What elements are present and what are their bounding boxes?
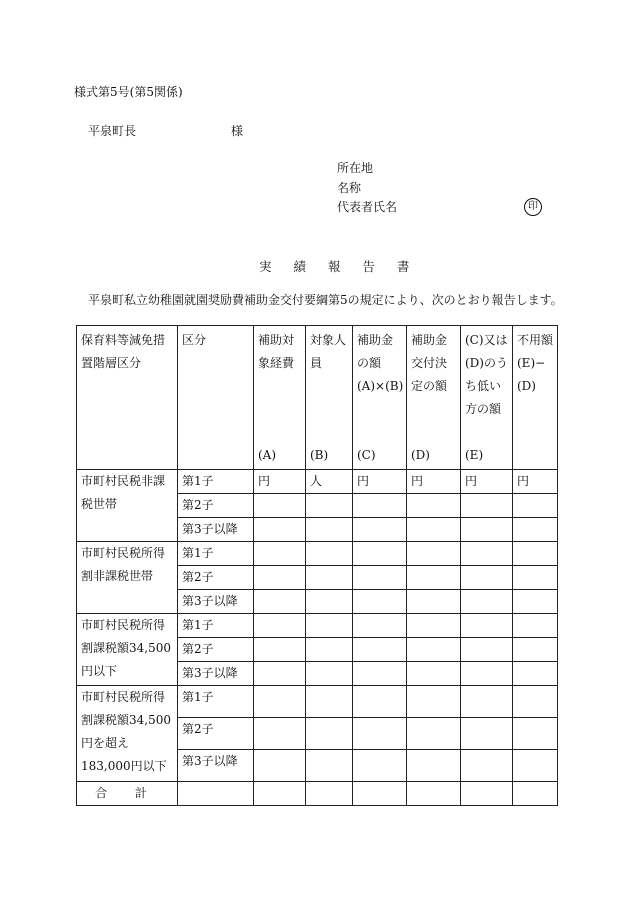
division-cell: 第3子以降 (178, 590, 254, 614)
form-number: 様式第5号(第5関係) (74, 85, 183, 99)
document-title: 実 績 報 告 書 (259, 259, 419, 274)
table-row (77, 542, 558, 566)
value-cell-d (407, 662, 461, 686)
value-cell-d (407, 638, 461, 662)
header-division-label: 区分 (182, 333, 207, 347)
value-cell-d (407, 542, 461, 566)
header-col-b-sub: (B) (310, 448, 329, 462)
value-cell-e: 円 (461, 470, 513, 494)
header-col-c (353, 326, 407, 470)
value-cell-b (306, 662, 353, 686)
value-cell-b: 人 (306, 470, 353, 494)
total-value-cell (513, 782, 558, 806)
value-cell-c (353, 638, 407, 662)
value-cell-a (254, 686, 306, 718)
value-cell-c (353, 518, 407, 542)
value-cell-a (254, 614, 306, 638)
division-cell: 第1子 (178, 686, 254, 718)
header-col-a-label: 補助対象経費 (258, 333, 295, 370)
division-cell: 第2子 (178, 494, 254, 518)
header-col-e-sub: (E) (465, 448, 484, 462)
total-row (77, 782, 558, 806)
value-cell-f: 円 (513, 470, 558, 494)
total-value-cell (353, 782, 407, 806)
division-cell: 第2子 (178, 566, 254, 590)
value-cell-c (353, 686, 407, 718)
value-cell-b (306, 518, 353, 542)
seal-mark: 印 (524, 198, 542, 216)
addressee-suffix: 様 (231, 124, 244, 138)
total-value-cell (178, 782, 254, 806)
table-row (77, 614, 558, 638)
value-cell-c (353, 494, 407, 518)
value-cell-c (353, 590, 407, 614)
header-col-c-sub: (C) (357, 448, 376, 462)
category-cell: 市町村民税所得割課税額34,500円以下 (77, 614, 178, 686)
value-cell-e (461, 518, 513, 542)
value-cell-b (306, 750, 353, 782)
value-cell-b (306, 542, 353, 566)
value-cell-d (407, 566, 461, 590)
value-cell-a (254, 566, 306, 590)
header-col-a-sub: (A) (258, 448, 277, 462)
value-cell-f (513, 542, 558, 566)
division-cell: 第3子以降 (178, 662, 254, 686)
division-cell: 第2子 (178, 718, 254, 750)
value-cell-f (513, 686, 558, 718)
value-cell-d (407, 518, 461, 542)
header-division (178, 326, 254, 470)
value-cell-e (461, 542, 513, 566)
category-cell: 市町村民税所得割課税額34,500円を超え183,000円以下 (77, 686, 178, 782)
header-category-label: 保育料等減免措置階層区分 (81, 333, 166, 370)
value-cell-e (461, 718, 513, 750)
division-cell: 第3子以降 (178, 518, 254, 542)
location-label: 所在地 (337, 161, 374, 175)
header-col-d-label: 補助金交付決定の額 (411, 333, 448, 393)
division-cell: 第1子 (178, 542, 254, 566)
header-col-e-label: (C)又は(D)のうち低い方の額 (465, 333, 508, 416)
value-cell-a (254, 638, 306, 662)
category-cell: 市町村民税非課税世帯 (77, 470, 178, 542)
name-label: 名称 (337, 181, 362, 195)
value-cell-a (254, 590, 306, 614)
value-cell-c (353, 542, 407, 566)
addressee: 平泉町長 (88, 124, 137, 138)
value-cell-a (254, 494, 306, 518)
value-cell-d (407, 750, 461, 782)
value-cell-c (353, 614, 407, 638)
value-cell-a: 円 (254, 470, 306, 494)
value-cell-c (353, 566, 407, 590)
value-cell-e (461, 590, 513, 614)
header-col-c-label: 補助金の額(A)×(B) (357, 333, 404, 393)
value-cell-e (461, 614, 513, 638)
division-cell: 第3子以降 (178, 750, 254, 782)
value-cell-e (461, 638, 513, 662)
table-row (77, 470, 558, 494)
header-col-e (461, 326, 513, 470)
value-cell-f (513, 750, 558, 782)
value-cell-b (306, 494, 353, 518)
value-cell-a (254, 718, 306, 750)
value-cell-f (513, 638, 558, 662)
header-category (77, 326, 178, 470)
value-cell-f (513, 662, 558, 686)
value-cell-c (353, 718, 407, 750)
header-col-d (407, 326, 461, 470)
value-cell-b (306, 686, 353, 718)
value-cell-f (513, 494, 558, 518)
value-cell-d: 円 (407, 470, 461, 494)
division-cell: 第2子 (178, 638, 254, 662)
value-cell-c: 円 (353, 470, 407, 494)
total-value-cell (461, 782, 513, 806)
intro-text: 平泉町私立幼稚園就園奨励費補助金交付要綱第5の規定により、次のとおり報告します。 (88, 293, 563, 307)
header-col-d-sub: (D) (411, 448, 430, 462)
header-col-a (254, 326, 306, 470)
representative-label: 代表者氏名 (337, 200, 398, 214)
value-cell-c (353, 662, 407, 686)
value-cell-e (461, 494, 513, 518)
value-cell-d (407, 494, 461, 518)
header-row (77, 326, 558, 470)
value-cell-f (513, 566, 558, 590)
value-cell-e (461, 750, 513, 782)
total-label: 合 計 (77, 782, 178, 806)
value-cell-e (461, 662, 513, 686)
table-row (77, 686, 558, 718)
value-cell-a (254, 750, 306, 782)
total-value-cell (306, 782, 353, 806)
value-cell-f (513, 718, 558, 750)
category-cell: 市町村民税所得割非課税世帯 (77, 542, 178, 614)
value-cell-a (254, 518, 306, 542)
total-value-cell (254, 782, 306, 806)
value-cell-c (353, 750, 407, 782)
division-cell: 第1子 (178, 614, 254, 638)
value-cell-d (407, 614, 461, 638)
value-cell-f (513, 614, 558, 638)
value-cell-b (306, 566, 353, 590)
total-value-cell (407, 782, 461, 806)
value-cell-a (254, 542, 306, 566)
value-cell-e (461, 686, 513, 718)
value-cell-f (513, 590, 558, 614)
header-col-b (306, 326, 353, 470)
value-cell-e (461, 566, 513, 590)
value-cell-d (407, 686, 461, 718)
value-cell-d (407, 718, 461, 750)
value-cell-b (306, 590, 353, 614)
header-col-f (513, 326, 558, 470)
value-cell-a (254, 662, 306, 686)
value-cell-d (407, 590, 461, 614)
value-cell-b (306, 614, 353, 638)
header-col-b-label: 対象人員 (310, 333, 347, 370)
value-cell-b (306, 718, 353, 750)
report-table (76, 325, 558, 806)
division-cell: 第1子 (178, 470, 254, 494)
header-col-f-label: 不用額(E)−(D) (517, 333, 554, 393)
value-cell-f (513, 518, 558, 542)
value-cell-b (306, 638, 353, 662)
